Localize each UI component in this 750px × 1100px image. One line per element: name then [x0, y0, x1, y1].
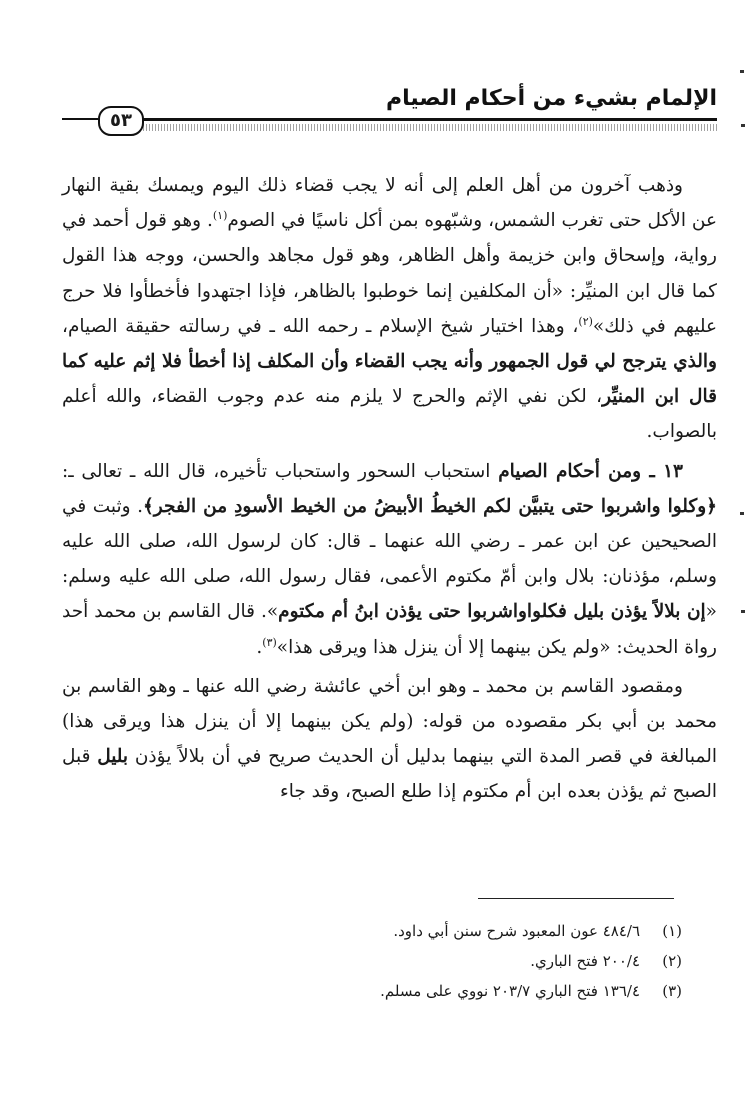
footnote-1	[62, 916, 682, 946]
paragraph	[62, 454, 717, 665]
bold-text: ﴿وكلوا واشربوا حتى يتبيَّن لكم الخيطُ الأبيضُ من الخيط الأسودِ من الفجر﴾	[142, 495, 717, 517]
bold-text: إن بلالاً يؤذن بليل فكلواواشربوا حتى يؤذن ابنُ أم مكتوم	[278, 601, 706, 623]
page-header	[62, 84, 717, 134]
text-run: . وثبت في الصحيحين عن ابن عمر ـ رضي الله عنهما ـ قال: كان لرسول الله، صلى الله عليه وسلم، مؤذنان: بلال وابن أمّ مكتوم الأعمى، فقال رسول الله، صلى الله عليه وسلم: «	[62, 495, 717, 623]
text-run: . وهو قول أحمد في رواية، وإسحاق وابن خزيمة وأهل الظاهر، وهو قول مجاهد والحسن، ووجه هذا القول كما قال ابن المنيِّر: «أن المكلفين إنما خوطبوا بالظاهر، فإذا اجتهدوا فأخطأوا فلا حرج عليهم في ذلك»	[62, 210, 717, 337]
footnote-number: (١)	[662, 922, 682, 940]
paragraph	[62, 669, 717, 810]
footnote-ref: (١)	[212, 209, 228, 223]
scan-mark	[740, 512, 744, 515]
footnote-3	[62, 976, 682, 1006]
text-run: وذهب آخرون من أهل العلم إلى أنه لا يجب قضاء ذلك اليوم ويمسك بقية النهار عن الأكل حتى تغرب الشمس، وشبّهوه بمن أكل ناسيًا في الصوم	[62, 175, 717, 232]
scan-mark	[741, 124, 745, 127]
running-title: الإلمام بشيء من أحكام الصيام	[386, 86, 717, 111]
text-run: ». قال القاسم بن محمد أحد رواة الحديث: «ولم يكن بينهما إلا أن ينزل هذا ويرقى هذا»	[62, 601, 717, 658]
body-text	[62, 168, 717, 814]
text-run: .	[256, 636, 263, 658]
footnote-text: ٤٨٤/٦ عون المعبود شرح سنن أبي داود.	[393, 922, 640, 940]
header-hatch-ornament	[134, 124, 717, 131]
footnote-text: ١٣٦/٤ فتح الباري ٢٠٣/٧ نووي على مسلم.	[380, 982, 640, 1000]
bold-text: ١٣ ـ ومن أحكام الصيام	[498, 460, 683, 482]
footnote-number: (٢)	[662, 952, 682, 970]
footnote-text: ٢٠٠/٤ فتح الباري.	[530, 952, 640, 970]
header-rule-left	[62, 118, 98, 120]
bold-text: بليل	[97, 746, 129, 768]
footnote-ref: (٣)	[262, 635, 277, 649]
paragraph	[62, 168, 717, 450]
footnotes	[62, 916, 682, 1006]
page-number: ٥٣	[98, 106, 144, 136]
footnote-separator	[478, 898, 674, 899]
scan-mark	[741, 610, 745, 613]
text-run: ومقصود القاسم بن محمد ـ وهو ابن أخي عائشة رضي الله عنها ـ وهو القاسم بن محمد بن أبي بكر مقصوده من قوله: (ولم يكن بينهما إلا أن ينزل هذا ويرقى هذا) المبالغة في قصر المدة التي بينهما بدليل أن الحديث صريح في أن بلالاً يؤذن	[62, 675, 717, 768]
text-run: ، لكن نفي الإثم والحرج لا يلزم منه عدم وجوب القضاء، والله أعلم بالصواب.	[62, 386, 717, 443]
bold-text: والذي يترجح لي قول الجمهور وأنه يجب القضاء وأن المكلف إذا أخطأ فلا إثم عليه كما قال ابن المنيِّر	[62, 351, 717, 408]
text-run: ، وهذا اختيار شيخ الإسلام ـ رحمه الله ـ في رسالته حقيقة الصيام،	[62, 315, 579, 337]
footnote-number: (٣)	[662, 982, 682, 1000]
text-run: قبل الصبح ثم يؤذن بعده ابن أم مكتوم إذا طلع الصبح، وقد جاء	[62, 746, 717, 803]
footnote-ref: (٢)	[578, 314, 593, 328]
scan-mark	[740, 70, 744, 73]
text-run: استحباب السحور واستحباب تأخيره، قال الله ـ تعالى ـ:	[62, 460, 499, 482]
footnote-2	[62, 946, 682, 976]
header-rule	[134, 118, 717, 121]
